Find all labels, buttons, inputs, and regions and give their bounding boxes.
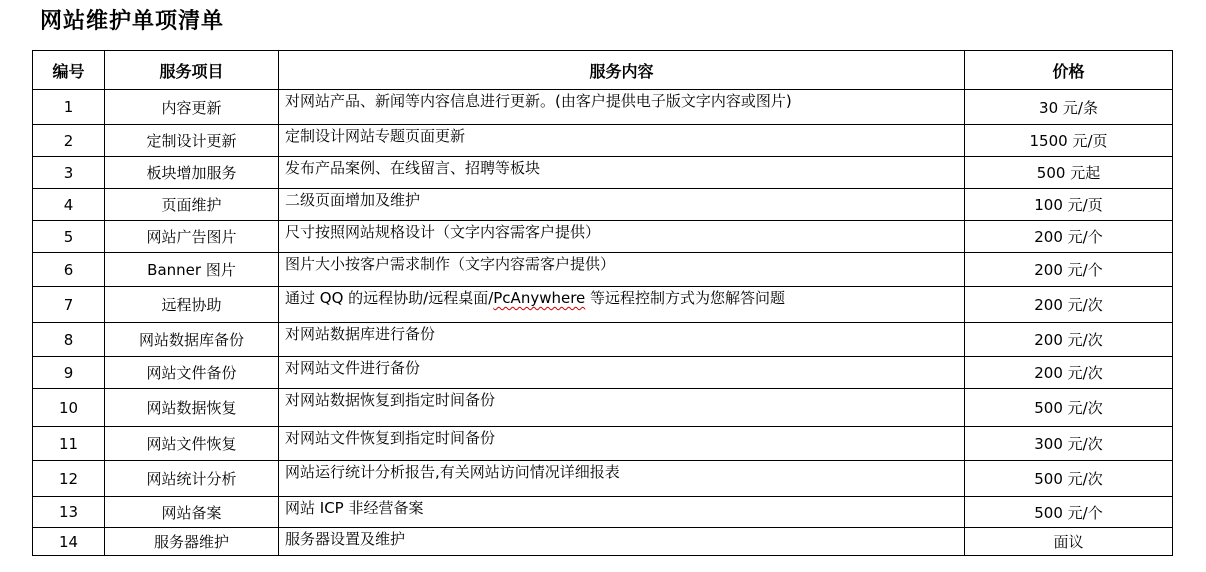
table-row	[33, 357, 1173, 389]
header-item: 服务项目	[105, 51, 279, 90]
cell-item: 网站文件备份	[105, 357, 279, 389]
cell-num: 14	[33, 528, 105, 556]
cell-price: 面议	[965, 528, 1173, 556]
cell-item: 网站文件恢复	[105, 427, 279, 461]
table-row	[33, 125, 1173, 157]
cell-num: 1	[33, 90, 105, 125]
header-num: 编号	[33, 51, 105, 90]
cell-item: 网站统计分析	[105, 461, 279, 497]
header-price: 价格	[965, 51, 1173, 90]
cell-price: 500 元/个	[965, 497, 1173, 528]
header-row	[33, 51, 1173, 90]
cell-price: 100 元/页	[965, 189, 1173, 221]
table-row	[33, 323, 1173, 357]
header-content: 服务内容	[279, 51, 965, 90]
cell-item: 远程协助	[105, 287, 279, 323]
cell-item: 板块增加服务	[105, 157, 279, 189]
cell-num: 10	[33, 389, 105, 427]
content-text: 等远程控制方式为您解答问题	[585, 289, 786, 307]
cell-num: 3	[33, 157, 105, 189]
table-row	[33, 389, 1173, 427]
table-row	[33, 497, 1173, 528]
document-title: 网站维护单项清单	[40, 8, 225, 34]
cell-content: 对网站数据库进行备份	[279, 323, 965, 357]
cell-item: 服务器维护	[105, 528, 279, 556]
cell-content: 图片大小按客户需求制作（文字内容需客户提供）	[279, 253, 965, 287]
cell-item: 网站备案	[105, 497, 279, 528]
cell-price: 200 元/个	[965, 253, 1173, 287]
spellcheck-flagged-word: PcAnywhere	[493, 289, 586, 307]
cell-price: 500 元/次	[965, 389, 1173, 427]
cell-content	[279, 287, 965, 323]
cell-num: 9	[33, 357, 105, 389]
cell-item: 页面维护	[105, 189, 279, 221]
table-row	[33, 157, 1173, 189]
content-text: 通过 QQ 的远程协助/远程桌面/	[285, 289, 494, 307]
table-row	[33, 90, 1173, 125]
cell-content: 对网站文件恢复到指定时间备份	[279, 427, 965, 461]
cell-num: 12	[33, 461, 105, 497]
cell-item: 网站数据库备份	[105, 323, 279, 357]
cell-item: 网站广告图片	[105, 221, 279, 253]
cell-price: 1500 元/页	[965, 125, 1173, 157]
table-row	[33, 427, 1173, 461]
cell-item: 定制设计更新	[105, 125, 279, 157]
table-row	[33, 287, 1173, 323]
cell-content: 发布产品案例、在线留言、招聘等板块	[279, 157, 965, 189]
service-table	[32, 50, 1173, 556]
cell-content: 对网站文件进行备份	[279, 357, 965, 389]
cell-num: 5	[33, 221, 105, 253]
cell-item: 网站数据恢复	[105, 389, 279, 427]
cell-content: 对网站产品、新闻等内容信息进行更新。(由客户提供电子版文字内容或图片)	[279, 90, 965, 125]
cell-num: 13	[33, 497, 105, 528]
cell-content: 网站运行统计分析报告,有关网站访问情况详细报表	[279, 461, 965, 497]
cell-content: 网站 ICP 非经营备案	[279, 497, 965, 528]
cell-price: 500 元/次	[965, 461, 1173, 497]
cell-content: 服务器设置及维护	[279, 528, 965, 556]
cell-num: 8	[33, 323, 105, 357]
cell-num: 6	[33, 253, 105, 287]
cell-content: 定制设计网站专题页面更新	[279, 125, 965, 157]
table-row	[33, 221, 1173, 253]
table-row	[33, 461, 1173, 497]
cell-num: 7	[33, 287, 105, 323]
table-row	[33, 253, 1173, 287]
cell-price: 500 元起	[965, 157, 1173, 189]
table-row	[33, 528, 1173, 556]
cell-item: 内容更新	[105, 90, 279, 125]
cell-price: 30 元/条	[965, 90, 1173, 125]
cell-num: 4	[33, 189, 105, 221]
cell-num: 11	[33, 427, 105, 461]
cell-num: 2	[33, 125, 105, 157]
cell-price: 300 元/次	[965, 427, 1173, 461]
cell-price: 200 元/次	[965, 323, 1173, 357]
cell-content: 二级页面增加及维护	[279, 189, 965, 221]
cell-content: 对网站数据恢复到指定时间备份	[279, 389, 965, 427]
cell-price: 200 元/次	[965, 357, 1173, 389]
table-row	[33, 189, 1173, 221]
cell-content: 尺寸按照网站规格设计（文字内容需客户提供）	[279, 221, 965, 253]
cell-item: Banner 图片	[105, 253, 279, 287]
cell-price: 200 元/个	[965, 221, 1173, 253]
cell-price: 200 元/次	[965, 287, 1173, 323]
